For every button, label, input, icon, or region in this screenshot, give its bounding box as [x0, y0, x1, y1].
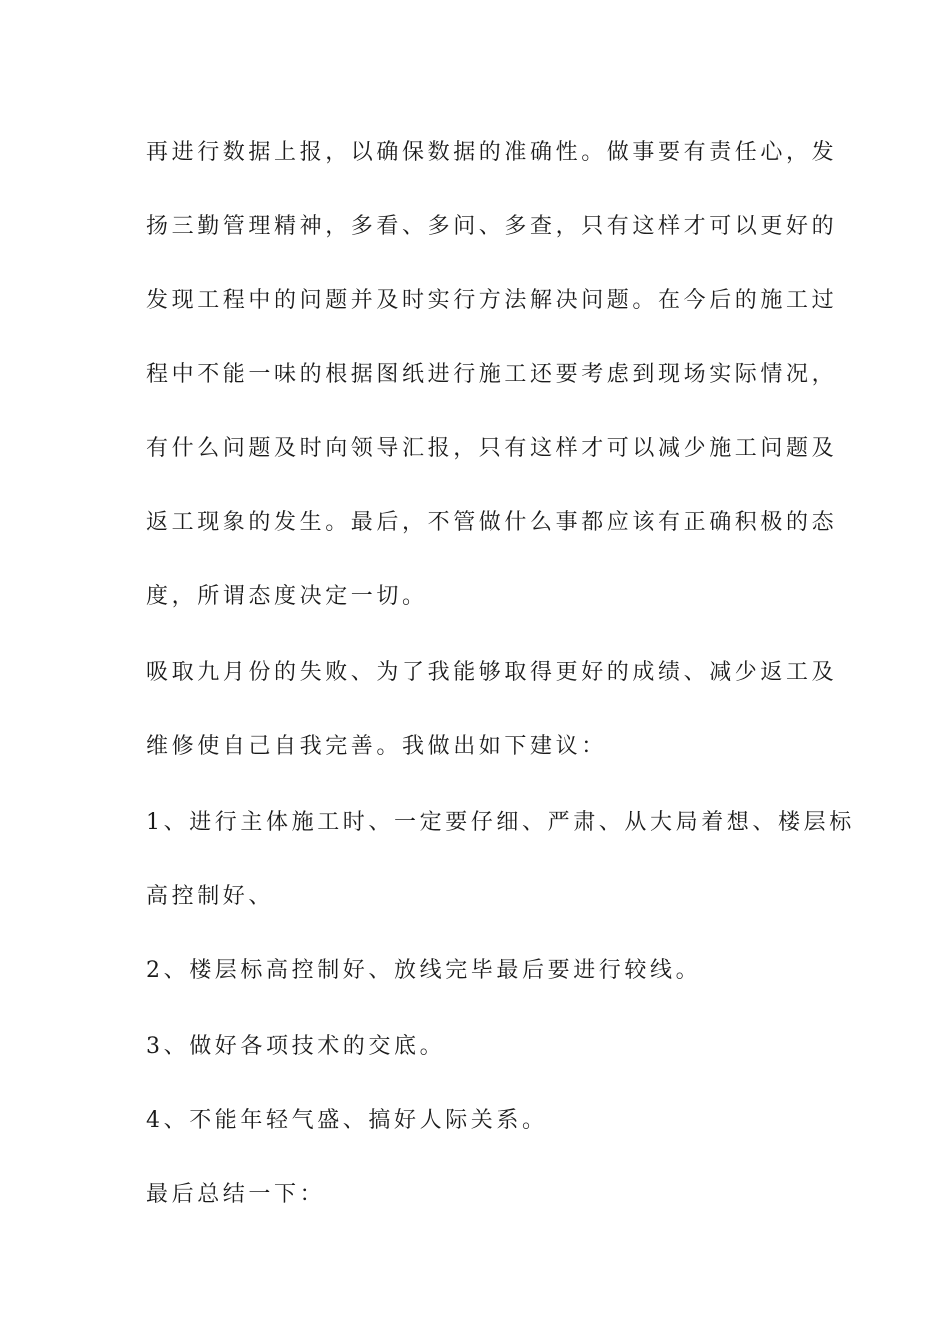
list-item: 2、楼层标高控制好、放线完毕最后要进行较线。: [146, 958, 702, 983]
paragraph-line: 度，所谓态度决定一切。: [146, 584, 428, 609]
list-item: 4、不能年轻气盛、搞好人际关系。: [146, 1108, 548, 1133]
paragraph-line: 发现工程中的问题并及时实行方法解决问题。在今后的施工过: [146, 288, 838, 313]
paragraph-line: 返工现象的发生。最后，不管做什么事都应该有正确积极的态: [146, 510, 838, 535]
summary-heading: 最后总结一下：: [146, 1182, 326, 1207]
paragraph-line: 再进行数据上报，以确保数据的准确性。做事要有责任心，发: [146, 140, 838, 165]
paragraph-line: 有什么问题及时向领导汇报，只有这样才可以减少施工问题及: [146, 436, 838, 461]
paragraph-line: 程中不能一味的根据图纸进行施工还要考虑到现场实际情况，: [146, 362, 838, 387]
list-item: 1、进行主体施工时、一定要仔细、严肃、从大局着想、楼层标: [146, 810, 855, 835]
list-item-continuation: 高控制好、: [146, 884, 275, 909]
paragraph-line: 吸取九月份的失败、为了我能够取得更好的成绩、减少返工及: [146, 660, 838, 685]
paragraph-line: 扬三勤管理精神，多看、多问、多查，只有这样才可以更好的: [146, 214, 838, 239]
list-item: 3、做好各项技术的交底。: [146, 1034, 446, 1059]
paragraph-line: 维修使自己自我完善。我做出如下建议：: [146, 734, 607, 759]
